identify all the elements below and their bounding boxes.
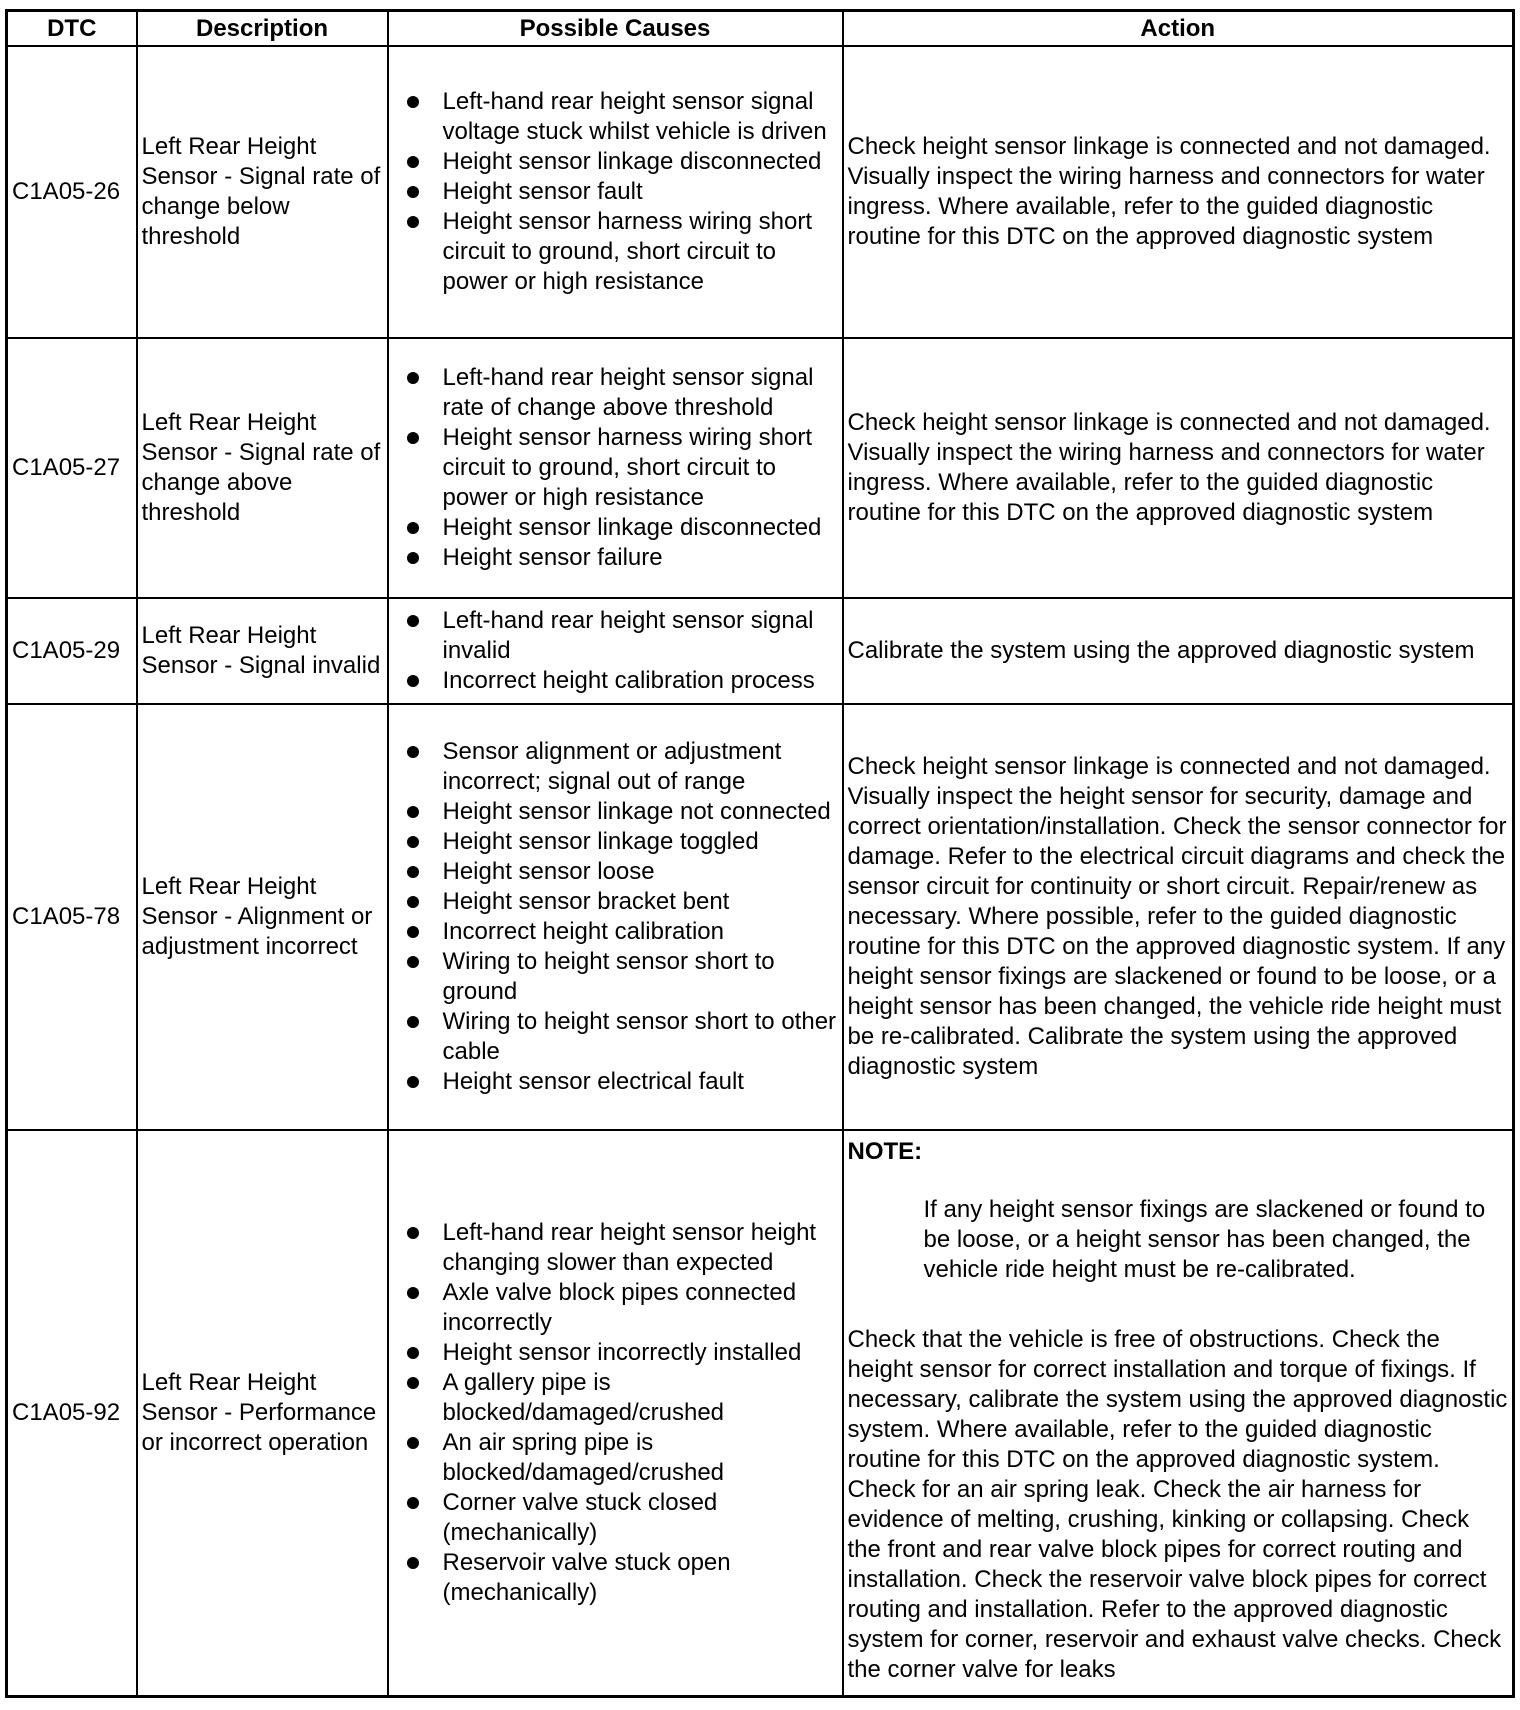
table-row [7,704,1514,1130]
cause-item: Wiring to height sensor short to ground [443,947,838,1007]
cause-item: Left-hand rear height sensor signal rate of change above threshold [443,363,838,423]
action-cell [843,704,1514,1130]
cause-item: Height sensor loose [443,857,838,887]
cause-item: Sensor alignment or adjustment incorrect; signal out of range [443,737,838,797]
table-row [7,338,1514,598]
header-row [7,11,1514,47]
dtc-table [5,9,1515,1698]
causes-list [393,363,838,573]
table-row [7,46,1514,338]
note-body: If any height sensor fixings are slackened or found to be loose, or a height sensor has been changed, the vehicle ride height must be re-calibrated. [923,1196,1486,1283]
header-action: Action [843,11,1514,47]
dtc-code: C1A05-92 [7,1130,137,1696]
action-cell [843,1130,1514,1696]
cause-item: Reservoir valve stuck open (mechanically) [443,1548,838,1608]
cause-item: Height sensor linkage disconnected [443,513,838,543]
cause-item: Incorrect height calibration process [443,666,838,696]
possible-causes [388,704,843,1130]
cause-item: Left-hand rear height sensor signal voltage stuck whilst vehicle is driven [443,87,838,147]
causes-list [393,737,838,1097]
cause-item: Height sensor failure [443,543,838,573]
note-heading: NOTE: [847,1138,923,1165]
table-row [7,1130,1514,1696]
dtc-code: C1A05-27 [7,338,137,598]
cause-item: Axle valve block pipes connected incorrectly [443,1278,838,1338]
action-text: Calibrate the system using the approved diagnostic system [847,637,1475,664]
dtc-description: Left Rear Height Sensor - Signal rate of change above threshold [137,338,388,598]
cause-item: Height sensor linkage toggled [443,827,838,857]
possible-causes [388,598,843,704]
cause-item: Height sensor linkage not connected [443,797,838,827]
possible-causes [388,1130,843,1696]
action-text: Check that the vehicle is free of obstructions. Check the height sensor for correct installation and torque of fixings. If necessary, calibrate the system using the approved diagnostic system. Where available, refer to the guided diagnostic routine for this DTC on the approved diagnostic system. Check for an air spring leak. Check the air harness for evidence of melting, crushing, kinking or collapsing. Check the front and rear valve block pipes for correct routing and installation. Check the reservoir valve block pipes for correct routing and installation. Refer to the approved diagnostic system for corner, reservoir and exhaust valve checks. Check the corner valve for leaks [847,1326,1508,1683]
action-text: Check height sensor linkage is connected and not damaged. Visually inspect the wiring harness and connectors for water ingress. Where available, refer to the guided diagnostic routine for this DTC on the approved diagnostic system [847,409,1491,526]
causes-list [393,606,838,696]
cause-item: An air spring pipe is blocked/damaged/crushed [443,1428,838,1488]
cause-item: A gallery pipe is blocked/damaged/crushed [443,1368,838,1428]
cause-item: Height sensor incorrectly installed [443,1338,838,1368]
possible-causes [388,338,843,598]
dtc-description: Left Rear Height Sensor - Signal invalid [137,598,388,704]
action-text: Check height sensor linkage is connected and not damaged. Visually inspect the wiring harness and connectors for water ingress. Where available, refer to the guided diagnostic routine for this DTC on the approved diagnostic system [847,133,1491,250]
dtc-description: Left Rear Height Sensor - Signal rate of change below threshold [137,46,388,338]
dtc-description: Left Rear Height Sensor - Alignment or adjustment incorrect [137,704,388,1130]
header-possible-causes: Possible Causes [388,11,843,47]
action-cell [843,46,1514,338]
cause-item: Height sensor bracket bent [443,887,838,917]
cause-item: Left-hand rear height sensor signal invalid [443,606,838,666]
cause-item: Corner valve stuck closed (mechanically) [443,1488,838,1548]
cause-item: Height sensor harness wiring short circuit to ground, short circuit to power or high resistance [443,423,838,513]
cause-item: Height sensor electrical fault [443,1067,838,1097]
causes-list [393,1218,838,1608]
table-row [7,598,1514,704]
action-text: Check height sensor linkage is connected and not damaged. Visually inspect the height sensor for security, damage and correct orientation/installation. Check the sensor connector for damage. Refer to the electrical circuit diagrams and check the sensor circuit for continuity or short circuit. Repair/renew as necessary. Where possible, refer to the guided diagnostic routine for this DTC on the approved diagnostic system. If any height sensor fixings are slackened or found to be loose, or a height sensor has been changed, the vehicle ride height must be re-calibrated. Calibrate the system using the approved diagnostic system [847,753,1507,1080]
causes-list [393,87,838,297]
header-dtc: DTC [7,11,137,47]
cause-item: Height sensor harness wiring short circuit to ground, short circuit to power or high resistance [443,207,838,297]
dtc-code: C1A05-29 [7,598,137,704]
dtc-code: C1A05-26 [7,46,137,338]
dtc-code: C1A05-78 [7,704,137,1130]
cause-item: Left-hand rear height sensor height changing slower than expected [443,1218,838,1278]
action-cell [843,598,1514,704]
cause-item: Height sensor fault [443,177,838,207]
cause-item: Incorrect height calibration [443,917,838,947]
possible-causes [388,46,843,338]
action-cell [843,338,1514,598]
dtc-description: Left Rear Height Sensor - Performance or incorrect operation [137,1130,388,1696]
cause-item: Wiring to height sensor short to other cable [442,1008,837,1065]
cause-item: Height sensor linkage disconnected [443,147,838,177]
header-description: Description [137,11,388,47]
